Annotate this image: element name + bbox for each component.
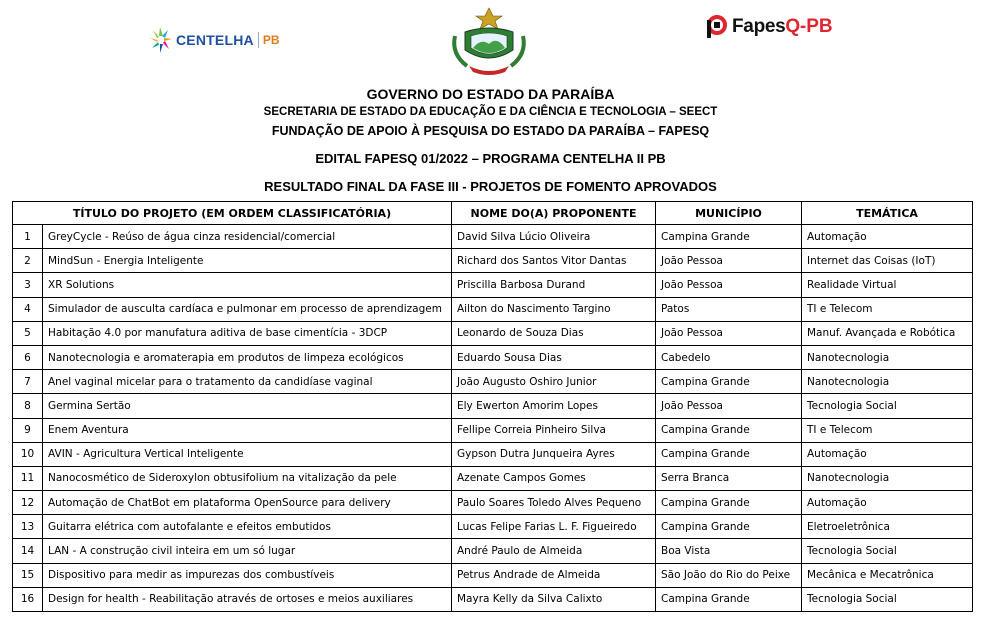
theme-cell: Realidade Virtual xyxy=(802,273,973,297)
rank-cell: 9 xyxy=(13,418,43,442)
theme-cell: Nanotecnologia xyxy=(802,466,973,490)
theme-cell: Nanotecnologia xyxy=(802,345,973,369)
logo-divider xyxy=(258,32,259,48)
table-body xyxy=(13,225,973,612)
proponent-cell: Eduardo Sousa Dias xyxy=(452,345,656,369)
theme-cell: Tecnologia Social xyxy=(802,394,973,418)
city-cell: João Pessoa xyxy=(656,394,802,418)
table-row xyxy=(13,249,973,273)
city-cell: Patos xyxy=(656,297,802,321)
project-title-cell: Guitarra elétrica com autofalante e efeitos embutidos xyxy=(43,515,452,539)
centelha-wordmark: CENTELHA xyxy=(176,32,254,48)
rank-cell: 8 xyxy=(13,394,43,418)
table-row xyxy=(13,273,973,297)
city-cell: Serra Branca xyxy=(656,466,802,490)
city-cell: Campina Grande xyxy=(656,491,802,515)
project-title-cell: Germina Sertão xyxy=(43,394,452,418)
city-cell: Campina Grande xyxy=(656,418,802,442)
rank-cell: 11 xyxy=(13,466,43,490)
table-row xyxy=(13,321,973,345)
theme-cell: Tecnologia Social xyxy=(802,587,973,611)
city-cell: Campina Grande xyxy=(656,370,802,394)
proponent-cell: Petrus Andrade de Almeida xyxy=(452,563,656,587)
proponent-cell: Gypson Dutra Junqueira Ayres xyxy=(452,442,656,466)
fapesq-wordmark-prefix: Fapes xyxy=(732,16,786,37)
fapesq-wordmark xyxy=(732,16,800,38)
rank-cell: 16 xyxy=(13,587,43,611)
city-cell: Cabedelo xyxy=(656,345,802,369)
proponent-cell: Paulo Soares Toledo Alves Pequeno xyxy=(452,491,656,515)
proponent-cell: André Paulo de Almeida xyxy=(452,539,656,563)
proponent-cell: Ely Ewerton Amorim Lopes xyxy=(452,394,656,418)
table-row xyxy=(13,442,973,466)
theme-cell: Automação xyxy=(802,442,973,466)
city-cell: Campina Grande xyxy=(656,587,802,611)
table-row xyxy=(13,225,973,249)
table-header-row xyxy=(13,202,973,225)
table-row xyxy=(13,515,973,539)
project-title-cell: GreyCycle - Reúso de água cinza residencial/comercial xyxy=(43,225,452,249)
theme-cell: Tecnologia Social xyxy=(802,539,973,563)
city-cell: Campina Grande xyxy=(656,225,802,249)
rank-cell: 15 xyxy=(13,563,43,587)
project-title-cell: Design for health - Reabilitação através de ortoses e meios auxiliares xyxy=(43,587,452,611)
theme-cell: Mecânica e Mecatrônica xyxy=(802,563,973,587)
city-cell: Campina Grande xyxy=(656,442,802,466)
rank-cell: 13 xyxy=(13,515,43,539)
centelha-spark-icon xyxy=(148,25,174,55)
column-header-theme: TEMÁTICA xyxy=(802,202,973,225)
table-row xyxy=(13,466,973,490)
rank-cell: 14 xyxy=(13,539,43,563)
city-cell: Boa Vista xyxy=(656,539,802,563)
paraiba-coat-of-arms-icon xyxy=(447,6,531,78)
theme-cell: Internet das Coisas (IoT) xyxy=(802,249,973,273)
theme-cell: Nanotecnologia xyxy=(802,370,973,394)
proponent-cell: João Augusto Oshiro Junior xyxy=(452,370,656,394)
fapesq-wordmark-q: Q xyxy=(785,16,800,37)
fapesq-logo xyxy=(704,14,833,40)
proponent-cell: David Silva Lúcio Oliveira xyxy=(452,225,656,249)
fapesq-symbol-icon xyxy=(704,14,728,40)
government-title: GOVERNO DO ESTADO DA PARAÍBA xyxy=(366,86,615,102)
project-title-cell: MindSun - Energia Inteligente xyxy=(43,249,452,273)
results-table xyxy=(12,201,973,612)
city-cell: João Pessoa xyxy=(656,321,802,345)
city-cell: São João do Rio do Peixe xyxy=(656,563,802,587)
table-row xyxy=(13,539,973,563)
foundation-title: FUNDAÇÃO DE APOIO À PESQUISA DO ESTADO DA PARAÍBA – FAPESQ xyxy=(271,124,710,138)
theme-cell: TI e Telecom xyxy=(802,297,973,321)
proponent-cell: Richard dos Santos Vitor Dantas xyxy=(452,249,656,273)
project-title-cell: Nanotecnologia e aromaterapia em produtos de limpeza ecológicos xyxy=(43,345,452,369)
project-title-cell: Habitação 4.0 por manufatura aditiva de base cimentícia - 3DCP xyxy=(43,321,452,345)
centelha-logo xyxy=(148,22,280,58)
centelha-state: PB xyxy=(262,33,280,47)
city-cell: Campina Grande xyxy=(656,515,802,539)
rank-cell: 5 xyxy=(13,321,43,345)
theme-cell: Automação xyxy=(802,491,973,515)
rank-cell: 12 xyxy=(13,491,43,515)
result-title: RESULTADO FINAL DA FASE III - PROJETOS DE FOMENTO APROVADOS xyxy=(264,179,717,194)
project-title-cell: Anel vaginal micelar para o tratamento da candidíase vaginal xyxy=(43,370,452,394)
proponent-cell: Leonardo de Souza Dias xyxy=(452,321,656,345)
secretariat-title: SECRETARIA DE ESTADO DA EDUCAÇÃO E DA CIÊNCIA E TECNOLOGIA – SEECT xyxy=(263,106,718,118)
table-row xyxy=(13,297,973,321)
table-row xyxy=(13,418,973,442)
project-title-cell: LAN - A construção civil inteira em um só lugar xyxy=(43,539,452,563)
proponent-cell: Ailton do Nascimento Targino xyxy=(452,297,656,321)
project-title-cell: Simulador de ausculta cardíaca e pulmonar em processo de aprendizagem xyxy=(43,297,452,321)
rank-cell: 7 xyxy=(13,370,43,394)
project-title-cell: XR Solutions xyxy=(43,273,452,297)
project-title-cell: Enem Aventura xyxy=(43,418,452,442)
project-title-cell: Nanocosmético de Sideroxylon obtusifolium na vitalização da pele xyxy=(43,466,452,490)
theme-cell: TI e Telecom xyxy=(802,418,973,442)
table-row xyxy=(13,563,973,587)
table-row xyxy=(13,394,973,418)
edital-title: EDITAL FAPESQ 01/2022 – PROGRAMA CENTELHA II PB xyxy=(315,151,666,166)
proponent-cell: Lucas Felipe Farias L. F. Figueiredo xyxy=(452,515,656,539)
table-row xyxy=(13,370,973,394)
theme-cell: Automação xyxy=(802,225,973,249)
rank-cell: 2 xyxy=(13,249,43,273)
rank-cell: 1 xyxy=(13,225,43,249)
proponent-cell: Fellipe Correia Pinheiro Silva xyxy=(452,418,656,442)
column-header-city: MUNICÍPIO xyxy=(656,202,802,225)
rank-cell: 4 xyxy=(13,297,43,321)
theme-cell: Manuf. Avançada e Robótica xyxy=(802,321,973,345)
theme-cell: Eletroeletrônica xyxy=(802,515,973,539)
proponent-cell: Priscilla Barbosa Durand xyxy=(452,273,656,297)
project-title-cell: Dispositivo para medir as impurezas dos combustíveis xyxy=(43,563,452,587)
city-cell: João Pessoa xyxy=(656,249,802,273)
table-row xyxy=(13,587,973,611)
project-title-cell: Automação de ChatBot em plataforma OpenSource para delivery xyxy=(43,491,452,515)
rank-cell: 3 xyxy=(13,273,43,297)
column-header-title: TÍTULO DO PROJETO (EM ORDEM CLASSIFICATÓRIA) xyxy=(13,202,452,225)
project-title-cell: AVIN - Agricultura Vertical Inteligente xyxy=(43,442,452,466)
fapesq-state: -PB xyxy=(799,16,833,37)
column-header-proponent: NOME DO(A) PROPONENTE xyxy=(452,202,656,225)
table-row xyxy=(13,345,973,369)
proponent-cell: Azenate Campos Gomes xyxy=(452,466,656,490)
table-row xyxy=(13,491,973,515)
rank-cell: 10 xyxy=(13,442,43,466)
city-cell: João Pessoa xyxy=(656,273,802,297)
proponent-cell: Mayra Kelly da Silva Calixto xyxy=(452,587,656,611)
rank-cell: 6 xyxy=(13,345,43,369)
